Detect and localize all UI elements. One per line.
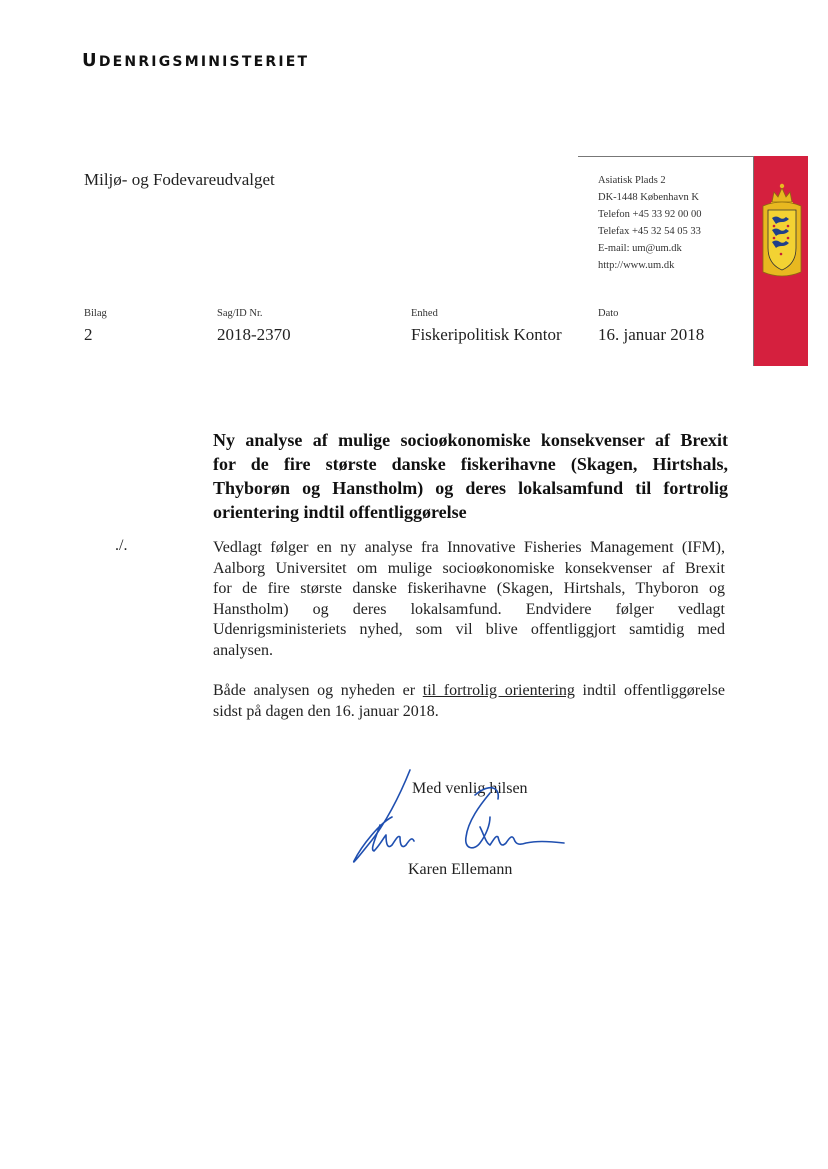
subject-heading <box>213 428 728 524</box>
address-top-rule <box>578 156 754 157</box>
bilag-value: 2 <box>84 325 93 344</box>
paragraph-text: indtil offentliggørelse <box>574 682 725 699</box>
enhed-label: Enhed <box>411 308 438 319</box>
underlined-phrase: til fortrolig orientering <box>422 682 575 699</box>
paragraph-line: Aalborg Universitet om mulige socioøkonomiske konsekvenser af Brexit <box>213 559 725 577</box>
address-email: E-mail: um@um.dk <box>598 243 682 254</box>
subject-line: Thyborøn og Hanstholm) og deres lokalsamfund til fortrolig <box>213 478 728 498</box>
paragraph-line: Vedlagt følger en ny analyse fra Innovative Fisheries Management (IFM), <box>213 539 725 556</box>
ministry-title <box>82 50 309 71</box>
paragraph-line: Udenrigsministeriets nyhed, som vil blive offentliggjort samtidig med <box>213 621 725 638</box>
dato-label: Dato <box>598 308 619 319</box>
body-paragraph-2 <box>213 681 725 722</box>
paragraph-line: Hanstholm) og deres lokalsamfund. Endvidere følger vedlagt <box>213 600 725 618</box>
body-paragraph-1 <box>213 538 725 661</box>
paragraph-line: for de fire største danske fiskerihavne (Skagen, Hirtshals, Thyboron og <box>213 580 725 597</box>
address-city: DK-1448 København K <box>598 192 699 203</box>
dato-value: 16. januar 2018 <box>598 325 705 344</box>
bilag-label: Bilag <box>84 308 107 319</box>
address-phone: Telefon +45 33 92 00 00 <box>598 209 702 220</box>
subject-line: for de fire største danske fiskerihavne (Skagen, Hirtshals, <box>213 454 728 474</box>
signer-name: Karen Ellemann <box>408 861 513 878</box>
paragraph-line <box>213 681 725 702</box>
crest-icon <box>760 182 804 287</box>
closing-salutation: Med venlig hilsen <box>412 780 528 797</box>
address-street: Asiatisk Plads 2 <box>598 175 666 186</box>
paragraph-line: sidst på dagen den 16. januar 2018. <box>213 702 439 720</box>
enhed-value: Fiskeripolitisk Kontor <box>411 325 562 344</box>
address-fax: Telefax +45 32 54 05 33 <box>598 226 701 237</box>
ministry-address <box>598 172 701 274</box>
recipient: Miljø- og Fodevareudvalget <box>84 170 275 189</box>
address-web: http://www.um.dk <box>598 260 675 271</box>
ministry-title-initial: U <box>82 50 99 71</box>
paragraph-line: analysen. <box>213 641 273 659</box>
paragraph-text: Både analysen og nyheden er <box>213 682 423 699</box>
sag-value: 2018-2370 <box>217 325 291 344</box>
enclosure-mark: ./. <box>115 537 128 554</box>
subject-line: Ny analyse af mulige socioøkonomiske konsekvenser af Brexit <box>213 430 728 450</box>
sag-label: Sag/ID Nr. <box>217 308 263 319</box>
subject-line: orientering indtil offentliggørelse <box>213 502 467 522</box>
ministry-title-rest: DENRIGSMINISTERIET <box>98 54 310 70</box>
